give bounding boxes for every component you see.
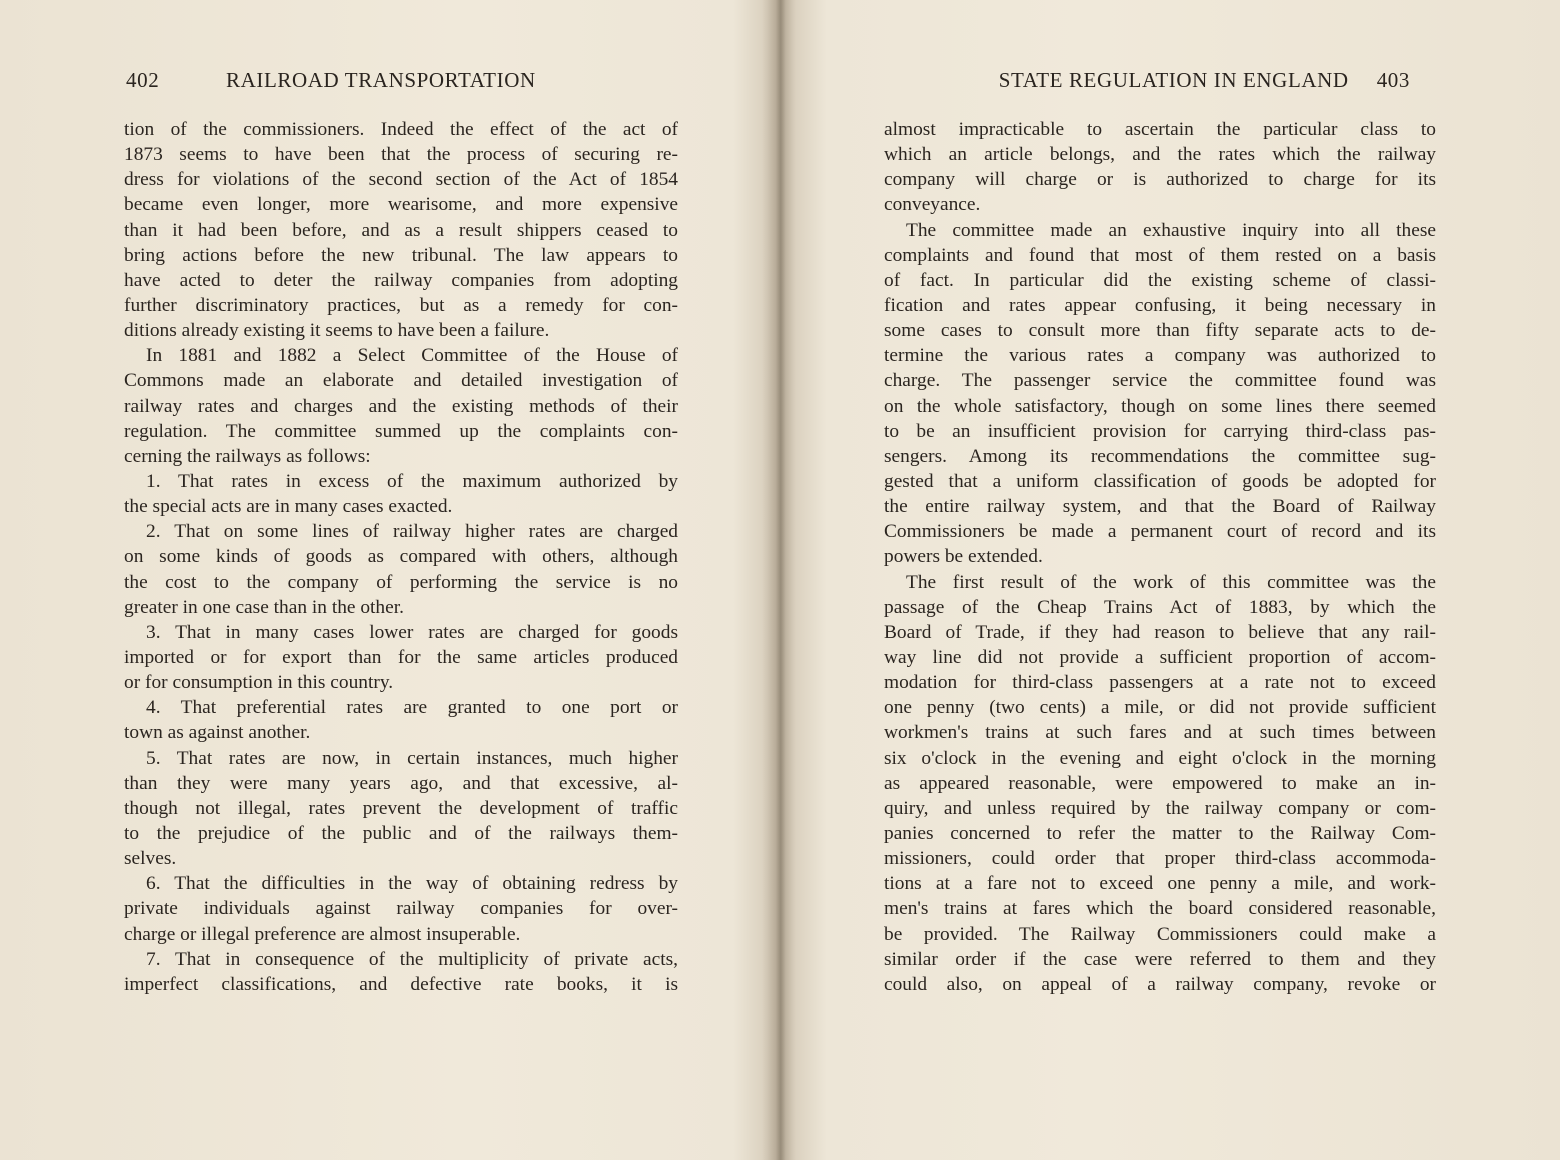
right-page-number: 403 bbox=[1376, 68, 1410, 92]
text-line: as appeared reasonable, were empowered to make an in- bbox=[884, 772, 1436, 794]
text-line: on the whole satisfactory, though on some lines there seemed bbox=[884, 395, 1436, 417]
text-line: the special acts are in many cases exacted. bbox=[124, 496, 453, 518]
text-line: tions at a fare not to exceed one penny a mile, and work- bbox=[884, 873, 1436, 895]
text-line: regulation. The committee summed up the complaints con- bbox=[124, 420, 678, 442]
text-line: 6. That the difficulties in the way of obtaining redress by bbox=[146, 873, 678, 895]
text-line: passage of the Cheap Trains Act of 1883, by which the bbox=[884, 596, 1436, 618]
text-line: 1. That rates in excess of the maximum authorized by bbox=[146, 470, 678, 492]
right-running-title: STATE REGULATION IN ENGLAND bbox=[998, 68, 1349, 92]
left-running-head bbox=[126, 68, 678, 93]
text-line: tion of the commissioners. Indeed the effect of the act of bbox=[124, 119, 678, 140]
right-page-text bbox=[884, 117, 1436, 997]
text-line: 1873 seems to have been that the process of securing re- bbox=[124, 144, 678, 166]
text-line: powers be extended. bbox=[884, 546, 1043, 568]
text-line: private individuals against railway companies for over- bbox=[124, 898, 678, 920]
text-line: workmen's trains at such fares and at such times between bbox=[884, 722, 1436, 744]
text-line: charge or illegal preference are almost insuperable. bbox=[124, 923, 521, 945]
text-line: one penny (two cents) a mile, or did not provide sufficient bbox=[884, 697, 1436, 719]
text-line: the cost to the company of performing the service is no bbox=[124, 571, 678, 593]
text-line: town as against another. bbox=[124, 722, 311, 744]
text-line: imperfect classifications, and defective rate books, it is bbox=[124, 973, 678, 995]
text-line: men's trains at fares which the board considered reasonable, bbox=[884, 898, 1436, 920]
text-line: of fact. In particular did the existing scheme of classi- bbox=[884, 269, 1436, 291]
text-line: 4. That preferential rates are granted to one port or bbox=[146, 697, 678, 719]
text-line: bring actions before the new tribunal. The law appears to bbox=[124, 244, 678, 266]
text-line: further discriminatory practices, but as a remedy for con- bbox=[124, 294, 678, 316]
text-line: selves. bbox=[124, 848, 177, 870]
text-line: quiry, and unless required by the railway company or com- bbox=[884, 797, 1436, 819]
text-line: which an article belongs, and the rates which the railway bbox=[884, 144, 1436, 166]
text-line: way line did not provide a sufficient proportion of accom- bbox=[884, 646, 1436, 668]
text-line: ditions already existing it seems to have been a failure. bbox=[124, 320, 550, 342]
text-line: the entire railway system, and that the Board of Railway bbox=[884, 496, 1436, 518]
text-line: conveyance. bbox=[884, 194, 981, 216]
text-line: sengers. Among its recommendations the committee sug- bbox=[884, 445, 1436, 467]
text-line: railway rates and charges and the existing methods of their bbox=[124, 395, 678, 417]
text-line: The first result of the work of this committee was the bbox=[906, 571, 1436, 593]
text-line: to be an insufficient provision for carrying third-class pas- bbox=[884, 420, 1436, 442]
text-line: Commissioners be made a permanent court of record and its bbox=[884, 521, 1436, 543]
text-line: or for consumption in this country. bbox=[124, 672, 394, 694]
text-line: than it had been before, and as a result shippers ceased to bbox=[124, 219, 678, 241]
text-line: The committee made an exhaustive inquiry into all these bbox=[906, 219, 1436, 241]
text-line: some cases to consult more than fifty separate acts to de- bbox=[884, 320, 1436, 342]
text-line: similar order if the case were referred to them and they bbox=[884, 948, 1436, 970]
text-line: missioners, could order that proper third-class accommoda- bbox=[884, 848, 1436, 870]
right-running-head bbox=[958, 68, 1410, 93]
left-page-text bbox=[124, 117, 678, 997]
text-line: 5. That rates are now, in certain instances, much higher bbox=[146, 747, 678, 769]
text-line: could also, on appeal of a railway company, revoke or bbox=[884, 973, 1436, 995]
text-line: In 1881 and 1882 a Select Committee of the House of bbox=[146, 345, 678, 367]
text-line: dress for violations of the second section of the Act of 1854 bbox=[124, 169, 678, 191]
text-line: 7. That in consequence of the multiplicity of private acts, bbox=[146, 948, 678, 970]
text-line: termine the various rates a company was authorized to bbox=[884, 345, 1436, 367]
text-line: became even longer, more wearisome, and more expensive bbox=[124, 194, 678, 216]
right-page bbox=[790, 0, 1560, 1160]
text-line: 2. That on some lines of railway higher rates are charged bbox=[146, 521, 678, 543]
text-line: panies concerned to refer the matter to the Railway Com- bbox=[884, 822, 1436, 844]
text-line: modation for third-class passengers at a rate not to exceed bbox=[884, 672, 1436, 694]
text-line: fication and rates appear confusing, it being necessary in bbox=[884, 294, 1436, 316]
text-line: imported or for export than for the same articles produced bbox=[124, 646, 678, 668]
text-line: greater in one case than in the other. bbox=[124, 596, 404, 618]
text-line: on some kinds of goods as compared with others, although bbox=[124, 546, 678, 568]
text-line: be provided. The Railway Commissioners could make a bbox=[884, 923, 1436, 945]
text-line: six o'clock in the evening and eight o'clock in the morning bbox=[884, 747, 1436, 769]
text-line: almost impracticable to ascertain the particular class to bbox=[884, 119, 1436, 140]
text-line: than they were many years ago, and that excessive, al- bbox=[124, 772, 678, 794]
text-line: company will charge or is authorized to charge for its bbox=[884, 169, 1436, 191]
left-page-number: 402 bbox=[126, 68, 160, 92]
text-line: gested that a uniform classification of goods be adopted for bbox=[884, 470, 1436, 492]
text-line: to the prejudice of the public and of the railways them- bbox=[124, 822, 678, 844]
text-line: complaints and found that most of them rested on a basis bbox=[884, 244, 1436, 266]
text-line: 3. That in many cases lower rates are charged for goods bbox=[146, 621, 678, 643]
text-line: though not illegal, rates prevent the development of traffic bbox=[124, 797, 678, 819]
text-line: have acted to deter the railway companies from adopting bbox=[124, 269, 678, 291]
text-line: Board of Trade, if they had reason to believe that any rail- bbox=[884, 621, 1436, 643]
left-running-title: RAILROAD TRANSPORTATION bbox=[226, 68, 536, 92]
text-line: cerning the railways as follows: bbox=[124, 445, 371, 467]
text-line: charge. The passenger service the committee found was bbox=[884, 370, 1436, 392]
left-page bbox=[0, 0, 770, 1160]
text-line: Commons made an elaborate and detailed investigation of bbox=[124, 370, 678, 392]
